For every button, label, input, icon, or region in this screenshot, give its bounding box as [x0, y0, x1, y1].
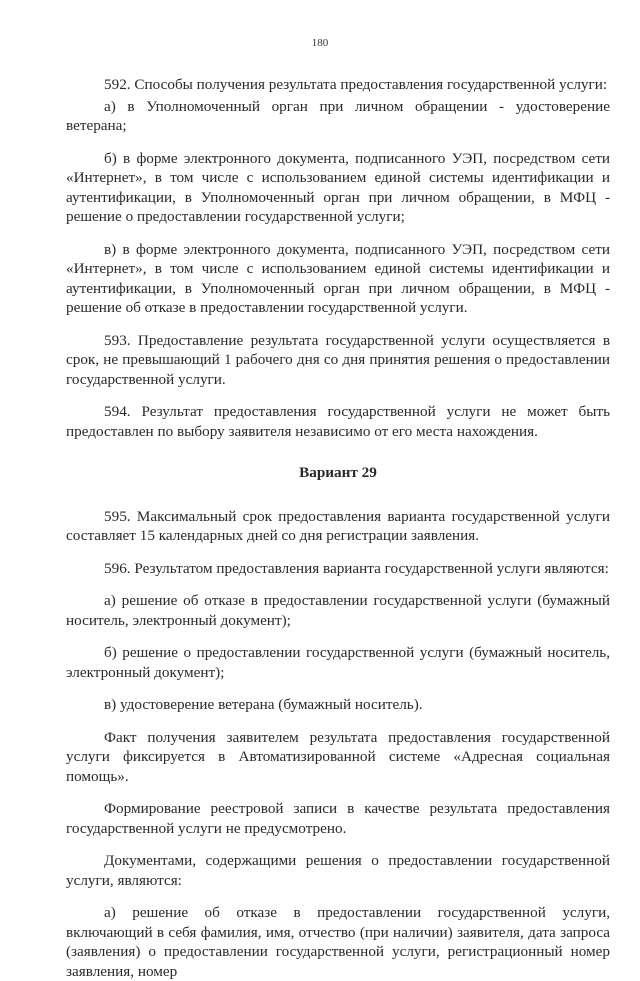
paragraph-596: 596. Результатом предоставления варианта государственной услуги являются: — [104, 559, 609, 577]
paragraph-594: 594. Результат предоставления государственной услуги не может быть предоставлен по выбору заявителя независимо от его места нахождения. — [66, 403, 610, 440]
page-number: 180 — [311, 37, 329, 49]
paragraph-592-v: в) в форме электронного документа, подписанного УЭП, посредством сети «Интернет», в том числе с использованием единой системы идентификации и аутентификации, в Уполномоченный орган при личном обращении, в МФЦ - решение об отказе в предоставлении государственной услуги. — [66, 240, 610, 316]
paragraph-592-b: б) в форме электронного документа, подписанного УЭП, посредством сети «Интернет», в том числе с использованием единой системы идентификации и аутентификации, в Уполномоченный орган при личном обращении, в МФЦ - решение о предоставлении государственной услуги; — [66, 149, 610, 225]
paragraph-596-v: в) удостоверение ветерана (бумажный носитель). — [104, 696, 423, 713]
paragraph-registry: Формирование реестровой записи в качестве результата предоставления государственной услуги не предусмотрено. — [66, 800, 610, 837]
paragraph-documents: Документами, содержащими решения о предоставлении государственной услуги, являются: — [66, 852, 610, 889]
paragraph-592-a: а) в Уполномоченный орган при личном обращении - удостоверение ветерана; — [66, 97, 610, 134]
paragraph-documents-a: а) решение об отказе в предоставлении государственной услуги, включающий в себя фамилия, имя, отчество (при наличии) заявителя, дата запроса (заявления) о предоставлении государственной услуги, регистрационный номер заявления, номер — [66, 904, 610, 980]
paragraph-592: 592. Способы получения результата предоставления государственной услуги: — [104, 76, 608, 93]
paragraph-fact: Факт получения заявителем результата предоставления государственной услуги фиксируется в Автоматизированной системе «Адресная социальная помощь». — [66, 728, 610, 785]
paragraph-596-a: а) решение об отказе в предоставлении государственной услуги (бумажный носитель, электронный документ); — [66, 592, 610, 629]
paragraph-593: 593. Предоставление результата государственной услуги осуществляется в срок, не превышающий 1 рабочего дня со дня принятия решения о предоставлении государственной услуги. — [66, 331, 610, 388]
section-heading: Вариант 29 — [299, 464, 377, 481]
paragraph-595: 595. Максимальный срок предоставления варианта государственной услуги составляет 15 календарных дней со дня регистрации заявления. — [66, 507, 610, 544]
paragraph-596-b: б) решение о предоставлении государственной услуги (бумажный носитель, электронный документ); — [66, 644, 610, 681]
document-body — [66, 75, 610, 981]
